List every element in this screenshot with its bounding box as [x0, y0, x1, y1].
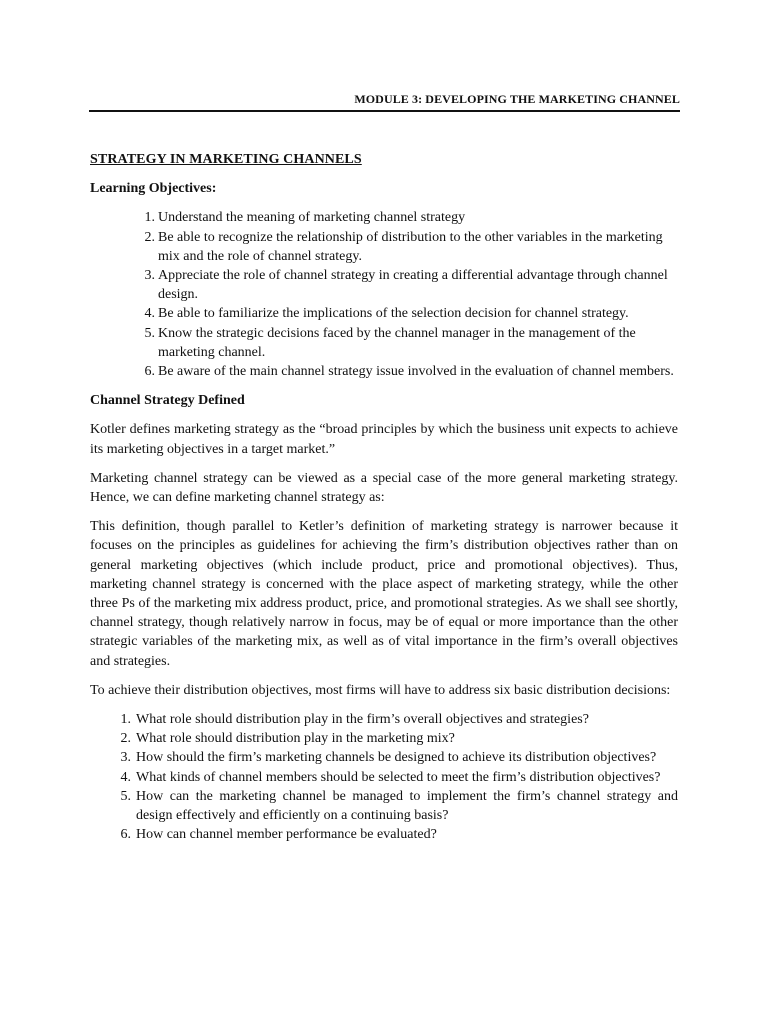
list-item-text: How can the marketing channel be managed to implement the firm’s channel strategy and design effectively and efficiently on a continuing basis? [136, 788, 678, 824]
paragraph-kotler-definition: Kotler defines marketing strategy as the “broad principles by which the business unit expects to achieve its marketing objectives in a target market.” [90, 422, 678, 457]
list-item [138, 228, 678, 266]
list-item-number: 5. [120, 788, 131, 804]
list-item-text: Be aware of the main channel strategy issue involved in the evaluation of channel members. [158, 364, 674, 380]
list-item-text: Be able to familiarize the implications of the selection decision for channel strategy. [158, 306, 629, 322]
channel-strategy-heading: Channel Strategy Defined [90, 393, 245, 409]
list-item [114, 748, 678, 767]
list-item [138, 208, 678, 227]
list-item [138, 304, 678, 323]
list-item-text: Be able to recognize the relationship of distribution to the other variables in the marketing mix and the role of channel strategy. [158, 229, 663, 264]
paragraph-channel-strategy: Marketing channel strategy can be viewed as a special case of the more general marketing strategy. Hence, we can define marketing channel strategy as: [90, 470, 678, 506]
list-item-text: What role should distribution play in the firm’s overall objectives and strategies? [136, 712, 589, 728]
paragraph-definition-explained: This definition, though parallel to Ketler’s definition of marketing strategy is narrower because it focuses on the principles as guidelines for achieving the firm’s distribution objectives rather than on general marketing objectives (which include product, price and promotional objectives). Thus, marketing channel strategy is concerned with the place aspect of marketing strategy, while the other three Ps of the marketing mix address product, price, and promotional strategies. As we shall see shortly, channel strategy, though relatively narrow in focus, may be of equal or more importance than the other strategic variables of the marketing mix, as well as of vital importance in the firm’s overall objectives and strategies. [90, 519, 678, 669]
list-item [114, 729, 678, 748]
list-item-number: 1. [144, 210, 155, 226]
list-item [114, 825, 678, 844]
page-content [90, 150, 678, 845]
list-item [114, 710, 678, 729]
distribution-decisions-list [114, 710, 678, 844]
list-item-text: How should the firm’s marketing channels be designed to achieve its distribution objectives? [136, 750, 657, 766]
header-rule [89, 110, 680, 112]
list-item [138, 362, 678, 381]
running-header: MODULE 3: DEVELOPING THE MARKETING CHANNEL [354, 92, 680, 106]
learning-objectives-list [138, 208, 678, 381]
list-item-number: 3. [144, 268, 155, 284]
learning-objectives-heading: Learning Objectives: [90, 181, 217, 197]
list-item-number: 5. [144, 325, 155, 341]
list-item-number: 3. [120, 750, 131, 766]
list-item-text: Know the strategic decisions faced by the channel manager in the management of the marketing channel. [158, 325, 636, 360]
list-item [138, 266, 678, 304]
list-item-number: 2. [144, 229, 155, 245]
list-item [114, 787, 678, 825]
list-item-number: 4. [120, 769, 131, 785]
list-item-text: What kinds of channel members should be selected to meet the firm’s distribution objectives? [136, 769, 661, 785]
list-item-number: 2. [120, 731, 131, 747]
paragraph-distribution-decisions: To achieve their distribution objectives, most firms will have to address six basic distribution decisions: [90, 682, 671, 698]
list-item-number: 6. [120, 827, 131, 843]
list-item-text: Appreciate the role of channel strategy in creating a differential advantage through channel design. [158, 268, 668, 303]
list-item-number: 1. [120, 712, 131, 728]
list-item [138, 324, 678, 362]
list-item-number: 4. [144, 306, 155, 322]
list-item-text: What role should distribution play in the marketing mix? [136, 731, 455, 747]
list-item-text: How can channel member performance be evaluated? [136, 827, 437, 843]
list-item-text: Understand the meaning of marketing channel strategy [158, 210, 466, 226]
list-item-number: 6. [144, 364, 155, 380]
section-title: STRATEGY IN MARKETING CHANNELS [90, 152, 362, 167]
list-item [114, 768, 678, 787]
